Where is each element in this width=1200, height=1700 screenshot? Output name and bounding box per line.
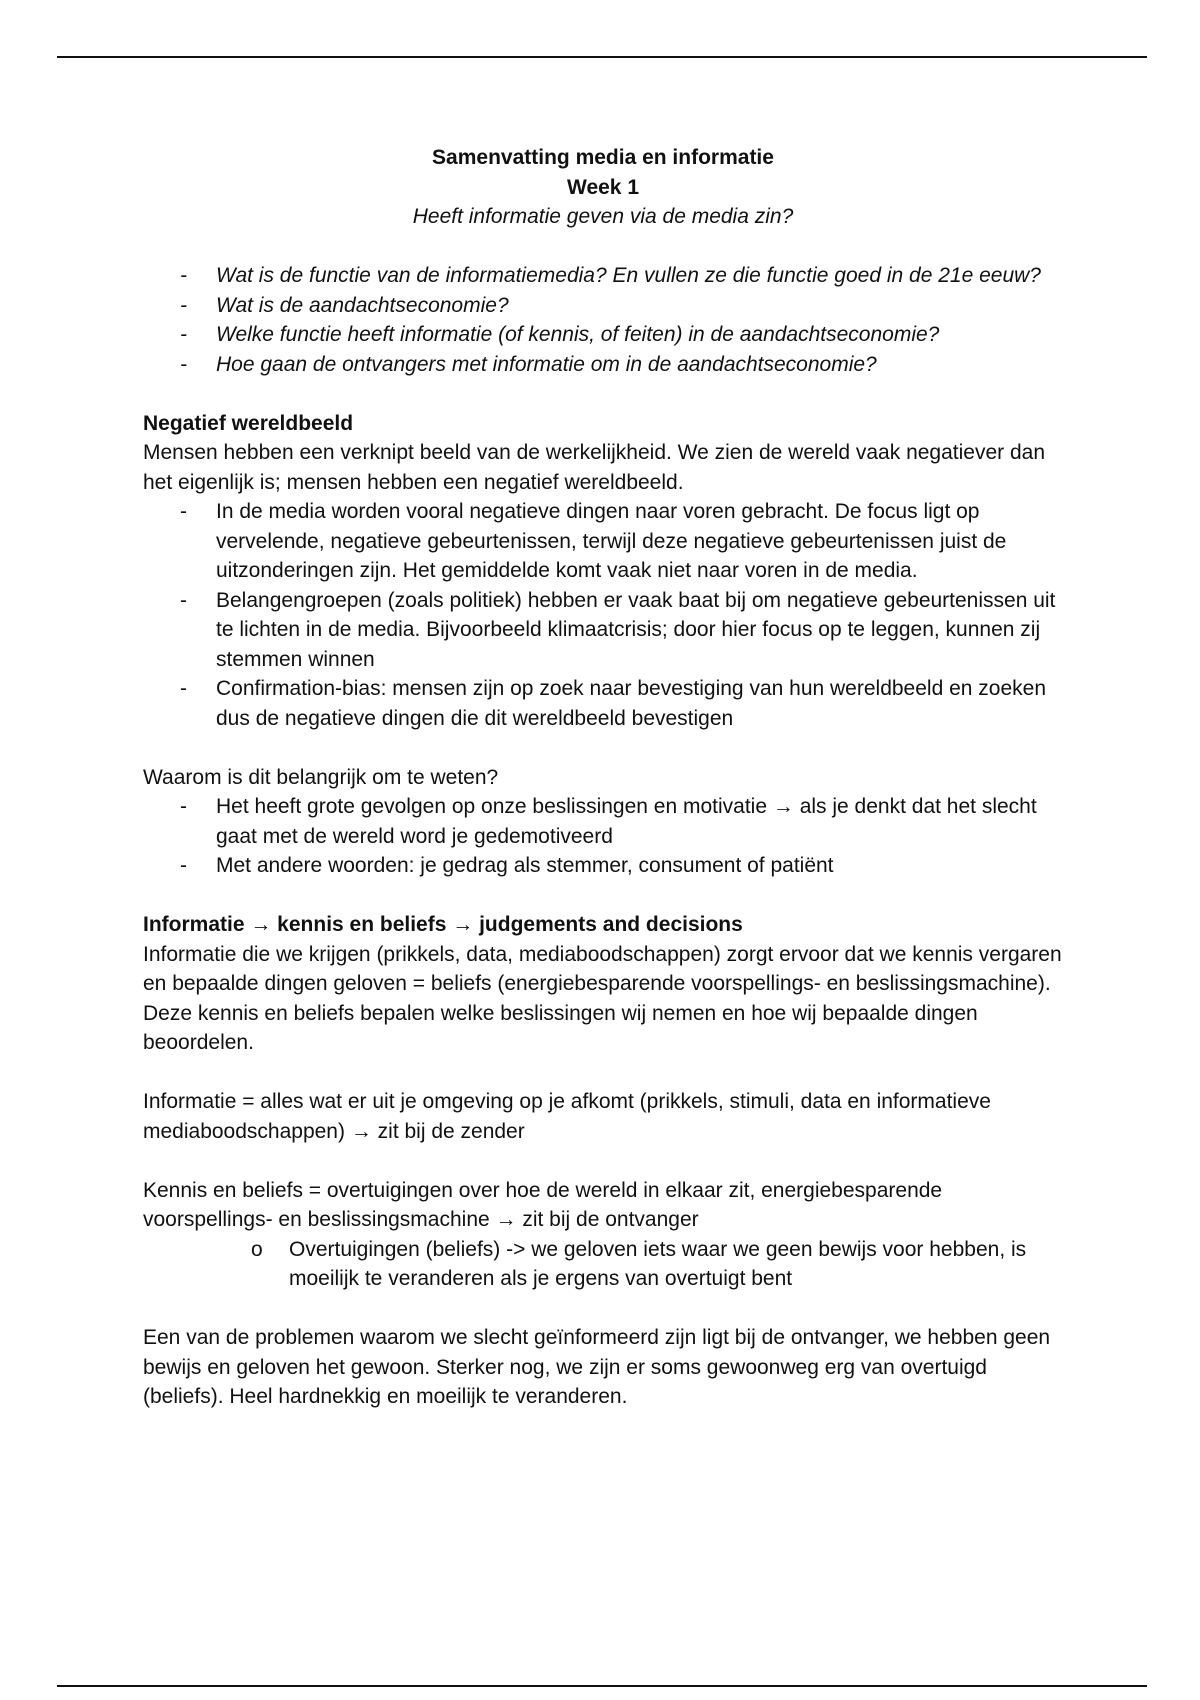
- dash-bullet: -: [180, 264, 187, 287]
- section-heading-informatie: Informatie → kennis en beliefs → judgements and decisions: [143, 913, 743, 936]
- dash-bullet: -: [180, 500, 187, 523]
- list-item: o Overtuigingen (beliefs) -> we geloven iets waar we geen bewijs voor hebben, is moeilijk te veranderen als je ergens van overtuigt bent: [289, 1235, 1063, 1294]
- list-item: - Hoe gaan de ontvangers met informatie om in de aandachtseconomie?: [216, 350, 1063, 380]
- dash-bullet: -: [180, 352, 187, 376]
- list-item: - Met andere woorden: je gedrag als stemmer, consument of patiënt: [216, 851, 1063, 881]
- sub-bullet-list: [143, 1235, 1063, 1294]
- dash-bullet: -: [180, 795, 187, 818]
- dash-bullet: -: [180, 323, 187, 346]
- list-item: - In de media worden vooral negatieve dingen naar voren gebracht. De focus ligt op vervelende, negatieve gebeurtenissen, terwijl deze negatieve gebeurtenissen juist de uitzonderingen zijn. Het gemiddelde komt vaak niet naar voren in de media.: [216, 497, 1063, 586]
- document-question: Heeft informatie geven via de media zin?: [412, 205, 794, 228]
- list-item: - Het heeft grote gevolgen op onze beslissingen en motivatie → als je denkt dat het slecht gaat met de wereld word je gedemotiveerd: [216, 792, 1063, 851]
- section-heading-negatief-wereldbeeld: Negatief wereldbeeld: [143, 411, 354, 435]
- closing-paragraph: Een van de problemen waarom we slecht geïnformeerd zijn ligt bij de ontvanger, we hebben geen bewijs en geloven het gewoon. Sterker nog, we zijn er soms gewoonweg erg van overtuigd (beliefs). Heel hardnekkig en moeilijk te veranderen.: [143, 1326, 1051, 1408]
- circle-bullet: o: [251, 1237, 263, 1261]
- document-title: Samenvatting media en informatie: [432, 146, 774, 169]
- definition-informatie: Informatie = alles wat er uit je omgeving op je afkomt (prikkels, stimuli, data en informatieve mediaboodschappen) → zit bij de zender: [143, 1090, 991, 1143]
- list-item: - Confirmation-bias: mensen zijn op zoek naar bevestiging van hun wereldbeeld en zoeken dus de negatieve dingen die dit wereldbeeld bevestigen: [216, 674, 1063, 733]
- dash-bullet: -: [180, 677, 187, 700]
- section-body: Mensen hebben een verknipt beeld van de werkelijkheid. We zien de wereld vaak negatiever dan het eigenlijk is; mensen hebben een negatief wereldbeeld.: [143, 441, 1046, 494]
- dash-bullet: -: [180, 293, 187, 317]
- definition-kennis-beliefs: Kennis en beliefs = overtuigingen over hoe de wereld in elkaar zit, energiebesparende voorspellings- en beslissingsmachine → zit bij de ontvanger: [143, 1178, 943, 1231]
- section1-bullet-list: [143, 497, 1063, 733]
- list-item: - Wat is de functie van de informatiemedia? En vullen ze die functie goed in de 21e eeuw?: [216, 261, 1063, 291]
- section2-bullet-list: [143, 792, 1063, 881]
- header-rule: [57, 56, 1147, 58]
- list-item: - Welke functie heeft informatie (of kennis, of feiten) in de aandachtseconomie?: [216, 320, 1063, 350]
- intro-question-list: [143, 261, 1063, 379]
- list-item: - Belangengroepen (zoals politiek) hebben er vaak baat bij om negatieve gebeurtenissen uit te lichten in de media. Bijvoorbeeld klimaatcrisis; door hier focus op te leggen, kunnen zij stemmen winnen: [216, 586, 1063, 675]
- dash-bullet: -: [180, 588, 187, 612]
- dash-bullet: -: [180, 854, 187, 877]
- footer-rule: [57, 1685, 1147, 1687]
- document-subtitle: Week 1: [567, 175, 639, 199]
- document-page: [143, 143, 1063, 1412]
- section-body: Informatie die we krijgen (prikkels, data, mediaboodschappen) zorgt ervoor dat we kennis vergaren en bepaalde dingen geloven = beliefs (energiebesparende voorspellings- en beslissingsmachine). Deze kennis en beliefs bepalen welke beslissingen wij nemen en hoe wij bepaalde dingen beoordelen.: [143, 942, 1062, 1054]
- list-item: - Wat is de aandachtseconomie?: [216, 291, 1063, 321]
- section-question: Waarom is dit belangrijk om te weten?: [143, 765, 499, 789]
